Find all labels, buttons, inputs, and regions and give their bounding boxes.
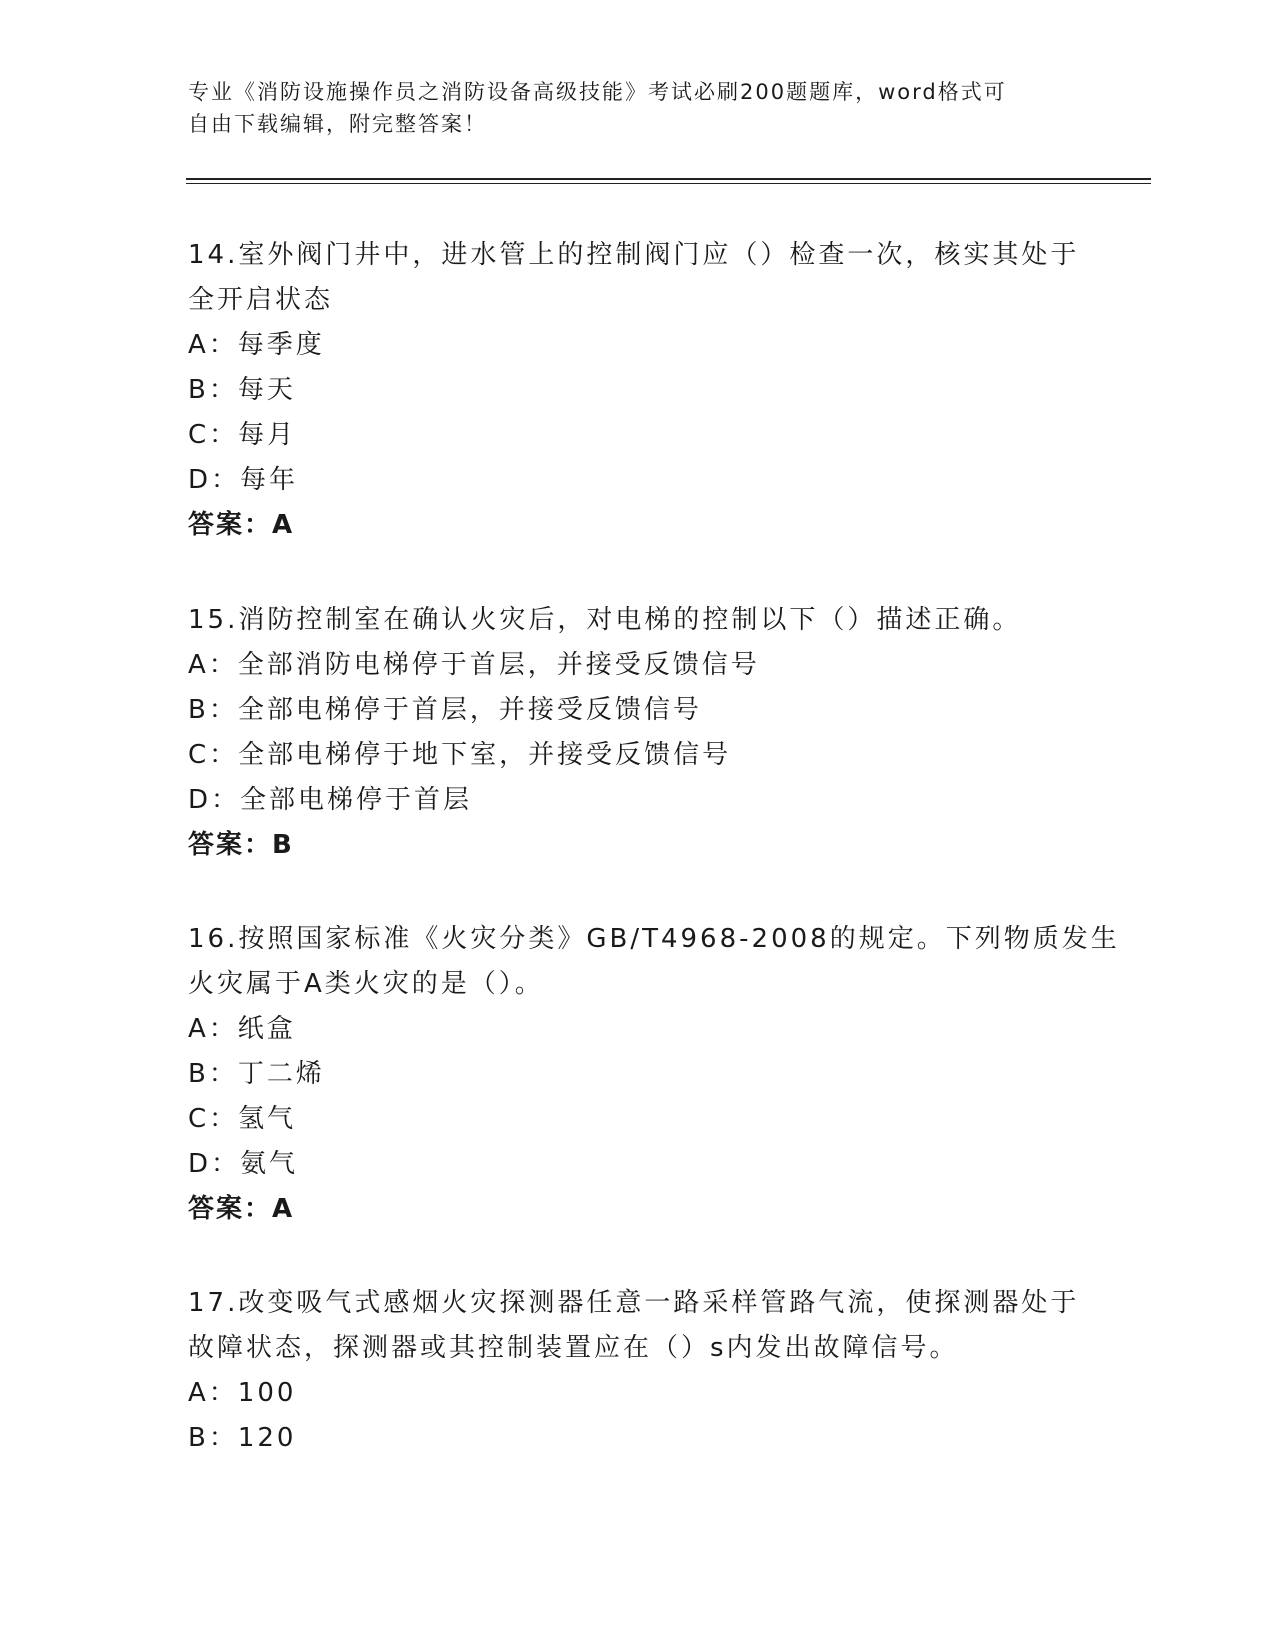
question-17 bbox=[188, 1281, 1088, 1461]
option-c: C：每月 bbox=[188, 420, 297, 450]
option-a: A：纸盒 bbox=[188, 1014, 296, 1044]
answer: 答案：A bbox=[188, 510, 295, 540]
question-stem: 14.室外阀门井中，进水管上的控制阀门应（）检查一次，核实其处于 bbox=[188, 240, 1080, 270]
option-d: D：每年 bbox=[188, 465, 299, 495]
question-stem: 全开启状态 bbox=[188, 285, 334, 315]
document-header bbox=[188, 76, 1068, 140]
option-c: C：氢气 bbox=[188, 1104, 297, 1134]
option-a: A：100 bbox=[188, 1378, 297, 1408]
question-stem: 16.按照国家标准《火灾分类》GB/T4968-2008的规定。下列物质发生 bbox=[188, 924, 1120, 954]
question-stem: 故障状态，探测器或其控制装置应在（）s内发出故障信号。 bbox=[188, 1333, 959, 1363]
answer: 答案：B bbox=[188, 830, 294, 860]
option-d: D：全部电梯停于首层 bbox=[188, 785, 473, 815]
option-b: B：丁二烯 bbox=[188, 1059, 325, 1089]
option-c: C：全部电梯停于地下室，并接受反馈信号 bbox=[188, 740, 732, 770]
option-b: B：120 bbox=[188, 1423, 297, 1453]
answer: 答案：A bbox=[188, 1194, 295, 1224]
question-stem: 15.消防控制室在确认火灾后，对电梯的控制以下（）描述正确。 bbox=[188, 605, 1022, 635]
option-a: A：每季度 bbox=[188, 330, 325, 360]
option-d: D：氨气 bbox=[188, 1149, 299, 1179]
option-b: B：全部电梯停于首层，并接受反馈信号 bbox=[188, 695, 702, 725]
header-line-2: 自由下载编辑，附完整答案！ bbox=[188, 112, 487, 136]
question-16 bbox=[188, 917, 1120, 1232]
option-b: B：每天 bbox=[188, 375, 296, 405]
question-stem: 17.改变吸气式感烟火灾探测器任意一路采样管路气流，使探测器处于 bbox=[188, 1288, 1080, 1318]
question-14 bbox=[188, 233, 1088, 548]
option-a: A：全部消防电梯停于首层，并接受反馈信号 bbox=[188, 650, 760, 680]
header-divider bbox=[186, 178, 1151, 184]
question-15 bbox=[188, 598, 1088, 868]
header-line-1: 专业《消防设施操作员之消防设备高级技能》考试必刷200题题库，word格式可 bbox=[188, 80, 1007, 104]
question-stem: 火灾属于A类火灾的是（）。 bbox=[188, 969, 544, 999]
